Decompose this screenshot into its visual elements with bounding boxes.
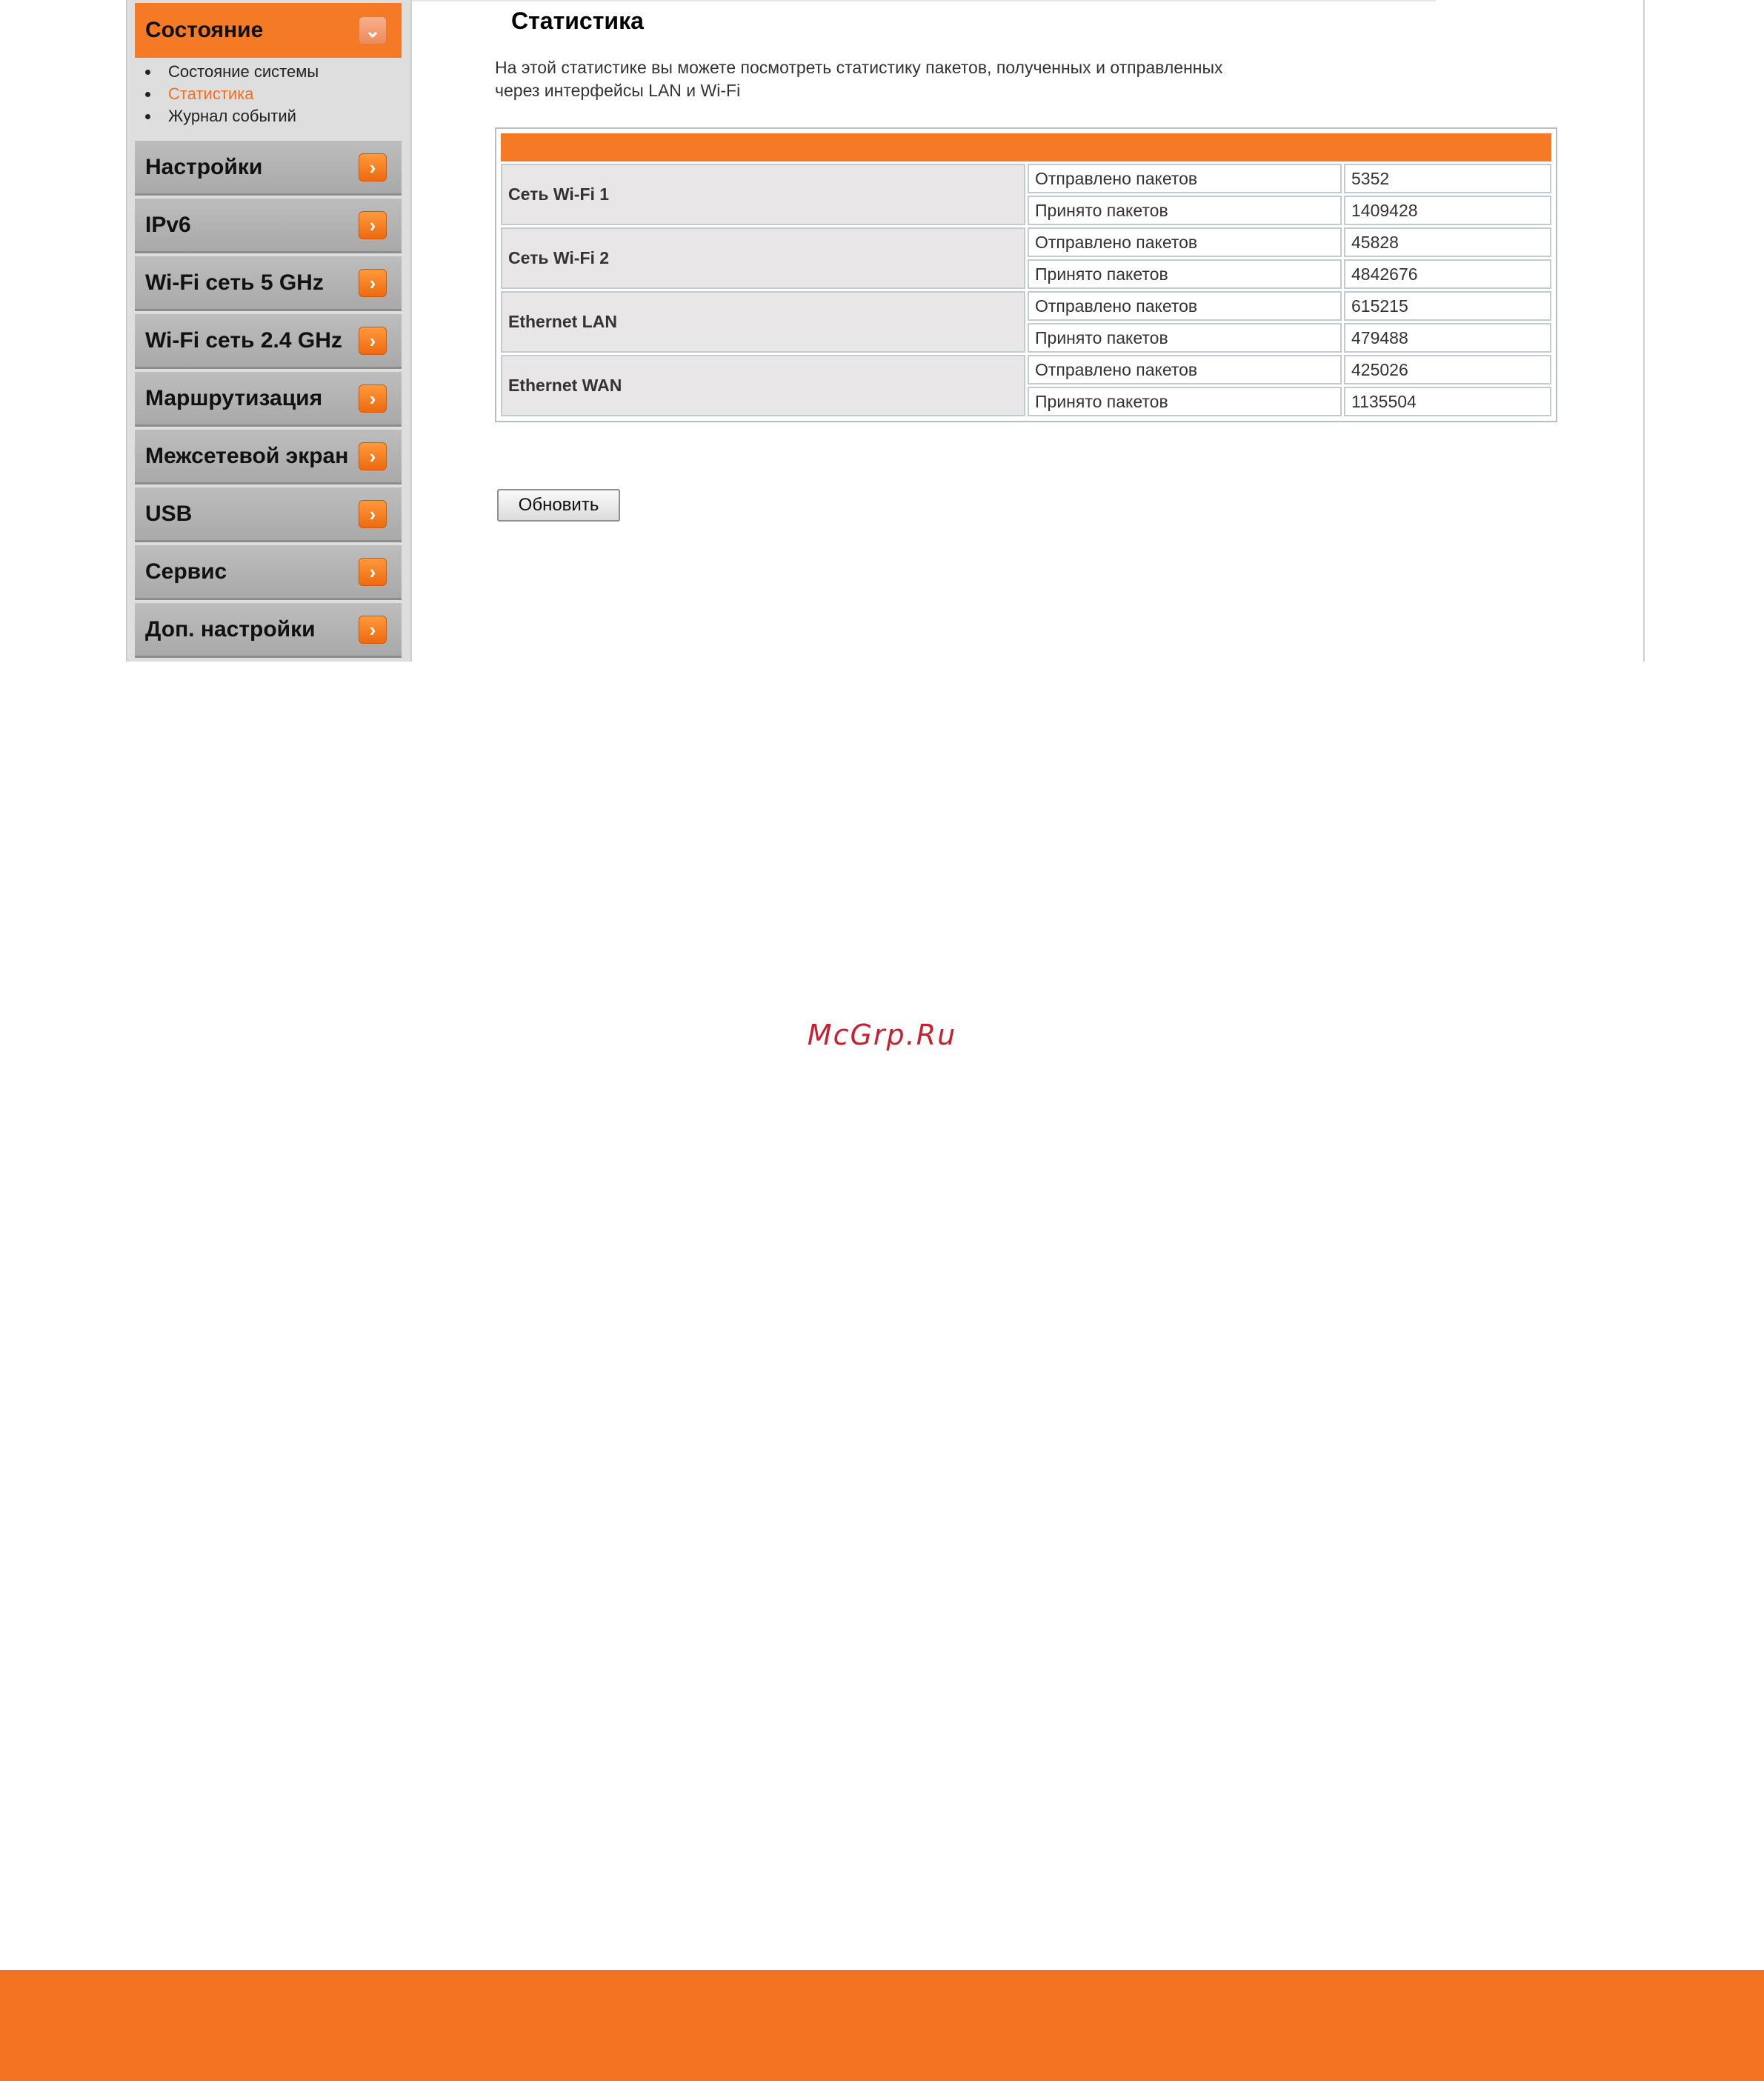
refresh-button[interactable]: Обновить	[497, 489, 620, 522]
menu-section-wifi-5ghz[interactable]	[135, 256, 402, 311]
menu-section-label: USB	[145, 501, 193, 526]
menu-section-wifi-24ghz[interactable]	[135, 314, 402, 369]
menu-section-service[interactable]	[135, 545, 402, 600]
table-row	[501, 227, 1551, 257]
menu-section-advanced[interactable]	[135, 603, 402, 658]
menu-section-label: Маршрутизация	[145, 385, 323, 410]
statistics-table	[495, 127, 1557, 422]
received-value: 479488	[1344, 323, 1551, 353]
divider	[412, 0, 1436, 1]
sent-label: Отправлено пакетов	[1028, 291, 1342, 321]
table-row	[501, 291, 1551, 321]
status-submenu	[145, 61, 319, 127]
received-value: 1135504	[1344, 387, 1551, 416]
footer-bar	[0, 1970, 1764, 2081]
menu-section-ipv6[interactable]	[135, 199, 402, 253]
menu-section-label: IPv6	[145, 212, 191, 237]
menu-section-routing[interactable]	[135, 372, 402, 427]
chevron-right-icon[interactable]: ›	[359, 500, 387, 528]
received-label: Принято пакетов	[1028, 387, 1342, 416]
submenu-item-system-status[interactable]: Состояние системы	[145, 61, 319, 83]
menu-section-firewall[interactable]	[135, 430, 402, 485]
submenu-item-event-log[interactable]: Журнал событий	[145, 105, 319, 127]
menu-section-usb[interactable]	[135, 487, 402, 542]
received-label: Принято пакетов	[1028, 323, 1342, 353]
description-line: через интерфейсы LAN и Wi-Fi	[495, 81, 741, 100]
table-row	[501, 164, 1551, 193]
menu-section-status[interactable]	[135, 3, 402, 58]
chevron-right-icon[interactable]: ›	[359, 269, 387, 297]
menu-section-label: Настройки	[145, 154, 263, 179]
description-line: На этой статистике вы можете посмотреть статистику пакетов, полученных и отправленных	[495, 58, 1223, 77]
sent-value: 5352	[1344, 164, 1551, 193]
page-title: Статистика	[511, 7, 644, 34]
interface-name: Сеть Wi-Fi 2	[501, 227, 1025, 289]
menu-section-label: Wi-Fi сеть 2.4 GHz	[145, 327, 342, 353]
interface-name: Ethernet LAN	[501, 291, 1025, 353]
sent-label: Отправлено пакетов	[1028, 355, 1342, 384]
sent-label: Отправлено пакетов	[1028, 227, 1342, 257]
chevron-right-icon[interactable]: ›	[359, 211, 387, 239]
received-value: 1409428	[1344, 196, 1551, 225]
chevron-right-icon[interactable]: ›	[359, 442, 387, 470]
chevron-right-icon[interactable]: ›	[359, 558, 387, 586]
main-content	[412, 0, 1643, 662]
table-header-bar	[501, 133, 1551, 162]
page-description	[495, 56, 1310, 102]
interface-name: Ethernet WAN	[501, 355, 1025, 416]
sidebar-menu	[127, 0, 412, 662]
interface-name: Сеть Wi-Fi 1	[501, 164, 1025, 225]
chevron-right-icon[interactable]: ›	[359, 384, 387, 413]
table-row	[501, 355, 1551, 384]
menu-section-label: Межсетевой экран	[145, 443, 349, 468]
menu-section-settings[interactable]	[135, 141, 402, 196]
submenu-item-statistics[interactable]: Статистика	[145, 83, 319, 105]
received-label: Принято пакетов	[1028, 259, 1342, 289]
chevron-right-icon[interactable]: ›	[359, 153, 387, 182]
received-label: Принято пакетов	[1028, 196, 1342, 225]
sent-value: 45828	[1344, 227, 1551, 257]
watermark: McGrp.Ru	[807, 1019, 957, 1051]
sent-value: 425026	[1344, 355, 1551, 384]
chevron-right-icon[interactable]: ›	[359, 616, 387, 644]
chevron-down-icon[interactable]: ⌄	[359, 16, 387, 44]
menu-section-label: Wi-Fi сеть 5 GHz	[145, 270, 324, 295]
received-value: 4842676	[1344, 259, 1551, 289]
menu-section-label: Состояние	[145, 18, 264, 42]
chevron-right-icon[interactable]: ›	[359, 327, 387, 355]
sent-value: 615215	[1344, 291, 1551, 321]
sent-label: Отправлено пакетов	[1028, 164, 1342, 193]
menu-section-label: Сервис	[145, 559, 227, 584]
router-web-ui	[126, 0, 1645, 662]
menu-section-label: Доп. настройки	[145, 616, 316, 642]
